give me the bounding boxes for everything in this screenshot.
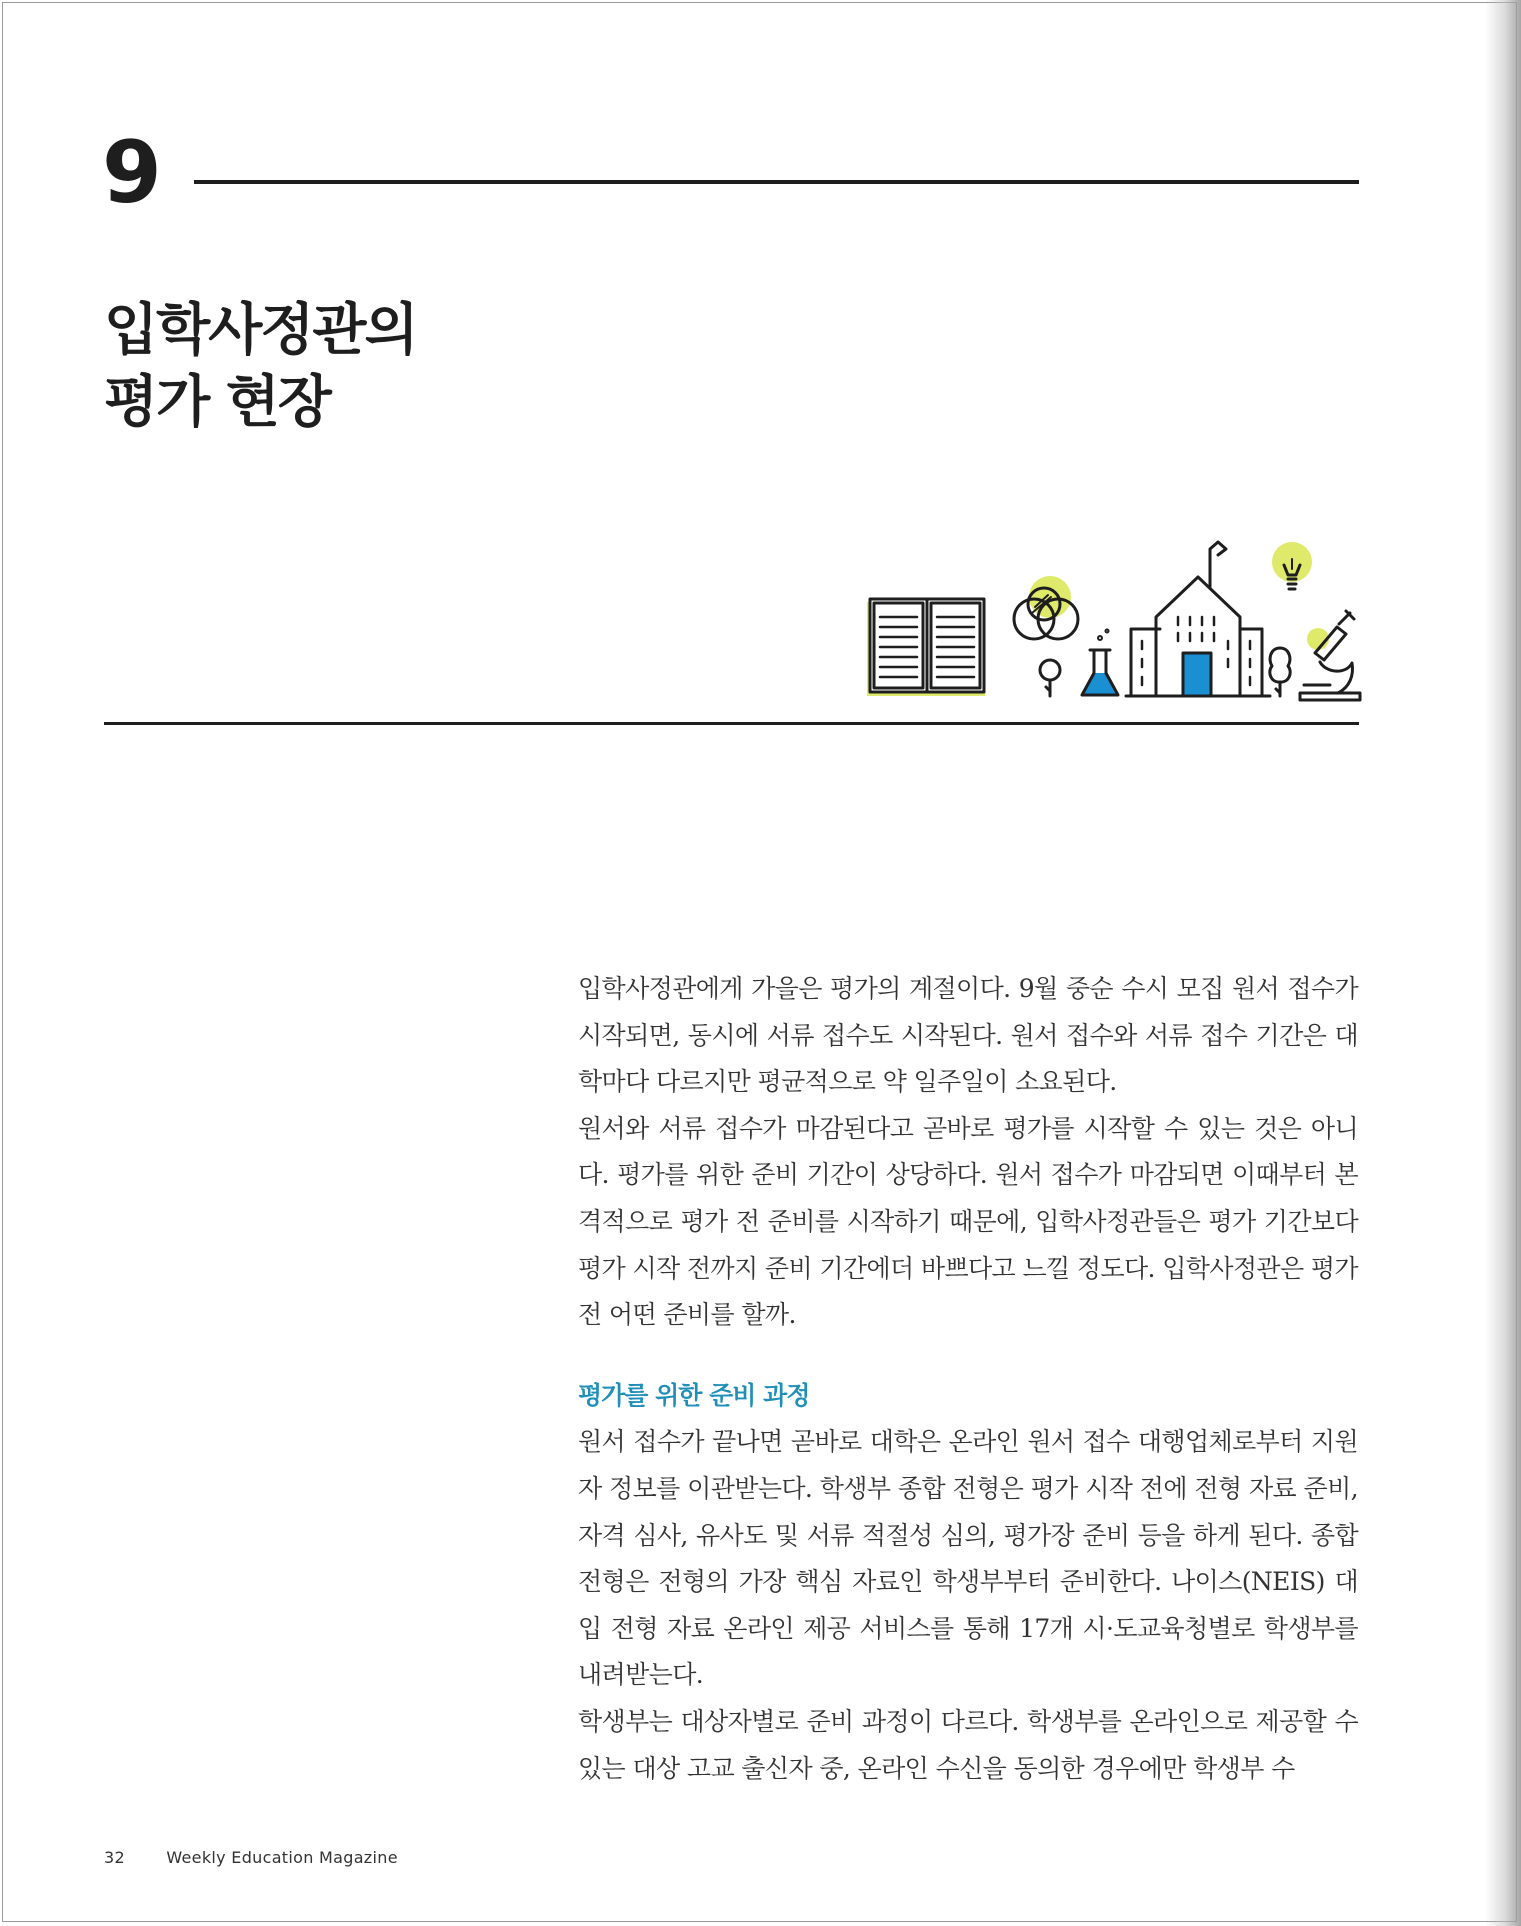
school-building-icon (1126, 542, 1270, 696)
page-gutter-shadow (1485, 0, 1521, 1926)
section-rule (104, 722, 1359, 725)
education-illustration (860, 535, 1365, 705)
chapter-title-line1: 입학사정관의 (104, 298, 417, 363)
chapter-rule (194, 180, 1359, 184)
lightbulb-icon (1272, 542, 1312, 589)
page-number: 32 (104, 1848, 125, 1867)
paragraph-3: 원서 접수가 끝나면 곧바로 대학은 온라인 원서 접수 대행업체로부터 지원자 정보를 이관받는다. 학생부 종합 전형은 평가 시작 전에 전형 자료 준비, 자격 심사, 유사도 및 서류 적절성 심의, 평가장 준비 등을 하게 된다. 종합 전형은 전형의 가장 핵심 자료인 학생부부터 준비한다. 나이스(NEIS) 대입 전형 자료 온라인 제공 서비스를 통해 17개 시·도교육청별로 학생부를 내려받는다. (578, 1427, 1358, 1690)
tree-icon (1040, 660, 1060, 696)
article-body (578, 966, 1358, 1792)
page-footer (104, 1848, 398, 1867)
microscope-icon (1300, 611, 1360, 700)
magazine-name: Weekly Education Magazine (166, 1848, 398, 1867)
section-heading: 평가를 위한 준비 과정 (578, 1380, 810, 1410)
paragraph-4: 학생부는 대상자별로 준비 과정이 다르다. 학생부를 온라인으로 제공할 수 있는 대상 고교 출신자 중, 온라인 수신을 동의한 경우에만 학생부 수 (578, 1706, 1358, 1783)
open-book-icon (867, 599, 985, 696)
flask-icon (1082, 630, 1118, 696)
venn-diagram-icon (1014, 576, 1078, 639)
paragraph-1: 입학사정관에게 가을은 평가의 계절이다. 9월 중순 수시 모집 원서 접수가 시작되면, 동시에 서류 접수도 시작된다. 원서 접수와 서류 접수 기간은 대학마다 다르지만 평균적으로 약 일주일이 소요된다. (578, 974, 1358, 1097)
chapter-title-line2: 평가 현장 (104, 370, 330, 435)
tree-icon (1270, 648, 1290, 696)
chapter-number: 9 (102, 123, 162, 223)
paragraph-2: 원서와 서류 접수가 마감된다고 곧바로 평가를 시작할 수 있는 것은 아니다. 평가를 위한 준비 기간이 상당하다. 원서 접수가 마감되면 이때부터 본격적으로 평가 전 준비를 시작하기 때문에, 입학사정관들은 평가 기간보다 평가 시작 전까지 준비 기간에더 바쁘다고 느낄 정도다. 입학사정관은 평가 전 어떤 준비를 할까. (578, 1113, 1358, 1330)
chapter-title (104, 295, 417, 439)
